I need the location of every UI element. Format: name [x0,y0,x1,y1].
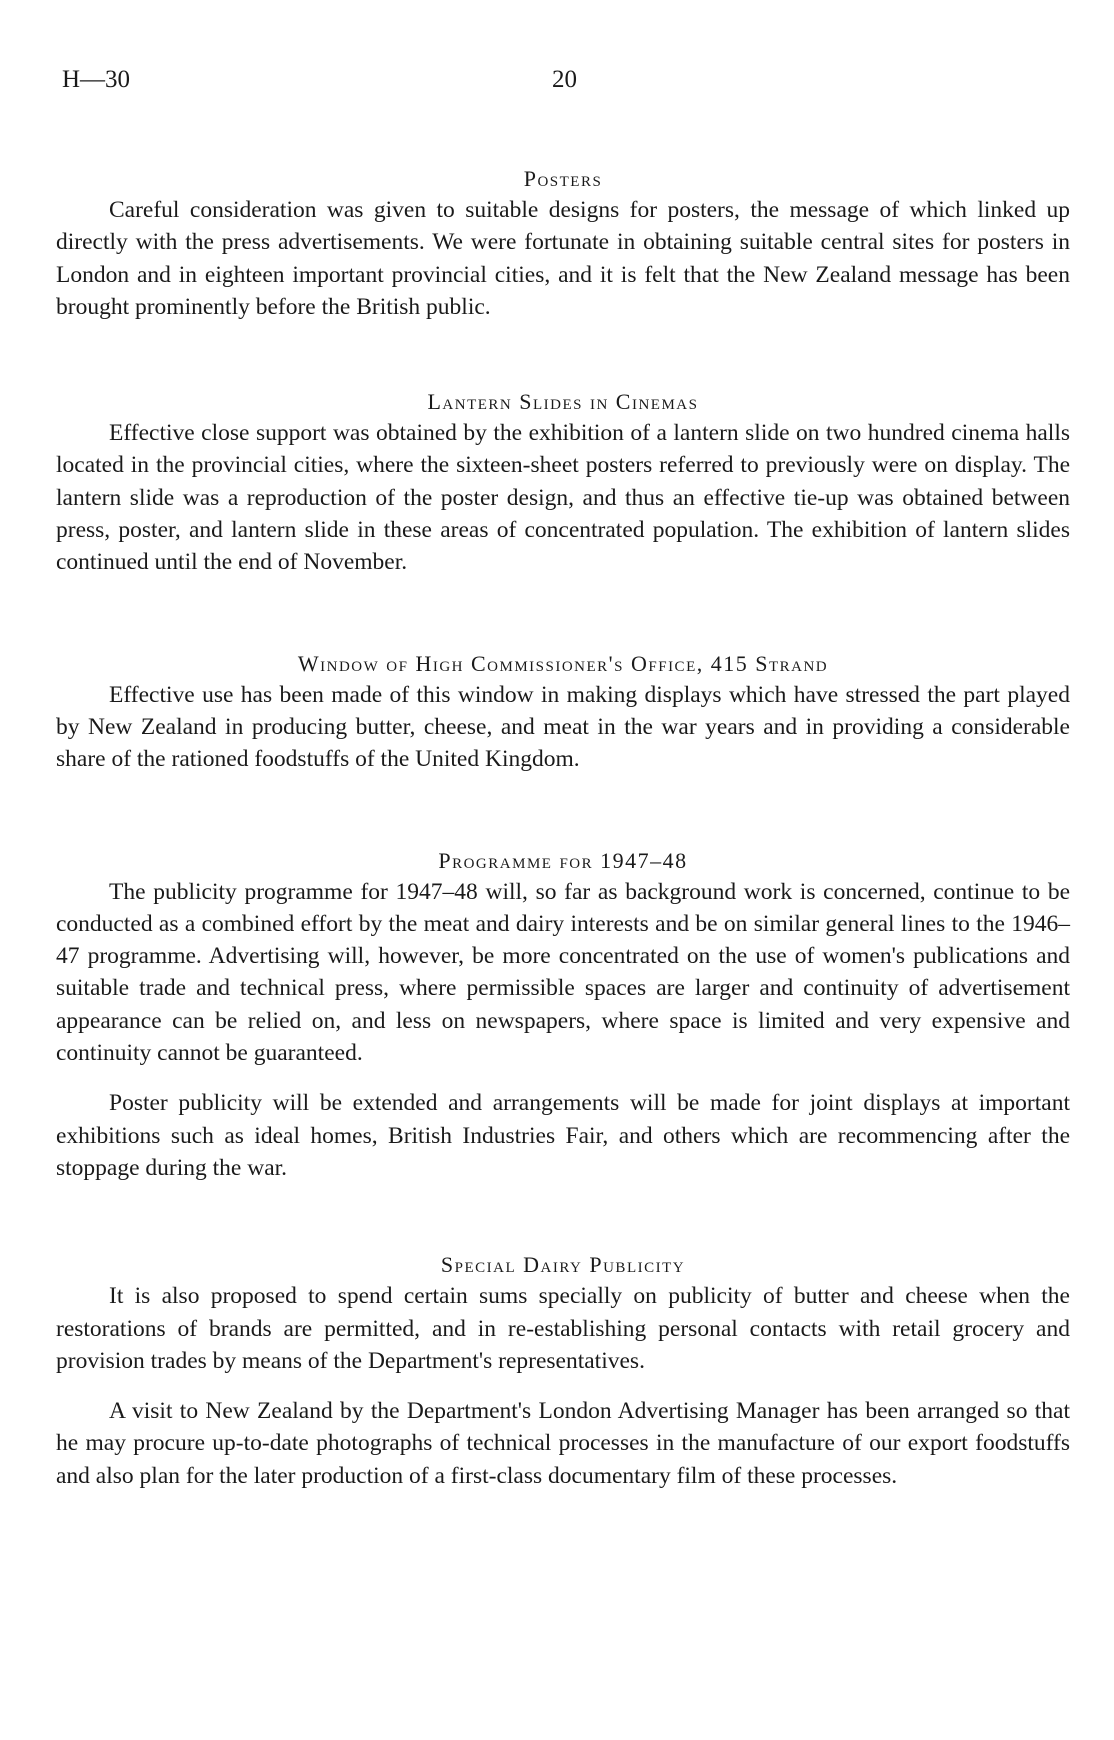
paragraph: Effective use has been made of this window in making displays which have stressed the part played by New Zealand in producing butter, cheese, and meat in the war years and in providing a considerable share of the rationed foodstuffs of the United Kingdom. [56,681,1070,773]
paragraph: It is also proposed to spend certain sums specially on publicity of butter and cheese when the restorations of brands are permitted, and in re-establishing personal contacts with retail grocery and provision trades by means of the Department's representatives. [56,1283,1070,1374]
section-heading: Window of High Commissioner's Office, 415 Strand [297,650,829,676]
page-header [62,66,1052,100]
paragraph: Effective close support was obtained by the exhibition of a lantern slide on two hundred cinema halls located in the provincial cities, where the sixteen-sheet posters referred to previously were on display. The lantern slide was a reproduction of the poster design, and thus an effective tie-up was obtained between press, poster, and lantern slide in these areas of concentrated population. The exhibition of lantern slides continued until the end of November. [56,420,1070,576]
paragraph: A visit to New Zealand by the Department's London Advertising Manager has been arranged so that he may procure up-to-date photographs of technical processes in the manufacture of our export foodstuffs and also plan for the later production of a first-class documentary film of these processes. [56,1398,1070,1489]
section-lantern-slides [56,387,1070,578]
page-number: 20 [552,66,577,93]
paragraph: Poster publicity will be extended and arrangements will be made for joint displays at important exhibitions such as ideal homes, British Industries Fair, and others which are recommencing after the stoppage during the war. [56,1090,1070,1181]
paragraph: The publicity programme for 1947–48 will, so far as background work is concerned, continue to be conducted as a combined effort by the meat and dairy interests and be on similar general lines to the 1946–47 programme. Advertising will, however, be more concentrated on the use of women's publications and suitable trade and technical press, where permissible spaces are larger and continuity of advertisement appearance can be relied on, and less on newspapers, where space is limited and very expensive and continuity cannot be guaranteed. [56,878,1070,1067]
section-window-office [56,649,1070,776]
section-heading: Lantern Slides in Cinemas [427,389,699,415]
section-heading: Special Dairy Publicity [440,1252,686,1278]
section-programme [56,846,1070,1185]
document-reference: H—30 [62,66,131,93]
section-heading: Programme for 1947–48 [438,847,688,873]
page-body [56,164,1070,1492]
section-posters [56,164,1070,323]
paragraph: Careful consideration was given to suitable designs for posters, the message of which linked up directly with the press advertisements. We were fortunate in obtaining suitable central sites for posters in London and in eighteen important provincial cities, and it is felt that the New Zealand message has been brought prominently before the British public. [56,197,1070,320]
section-heading: Posters [523,166,603,191]
section-special-dairy [56,1250,1070,1492]
